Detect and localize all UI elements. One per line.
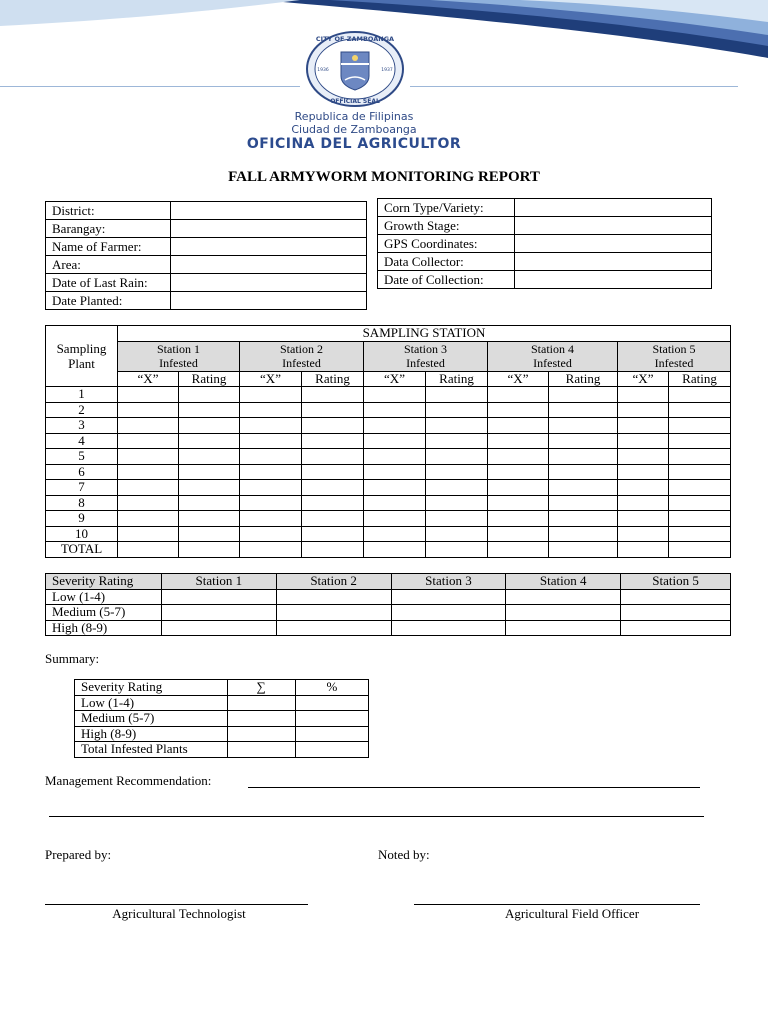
severity-header-station-1: Station 1 <box>161 574 276 590</box>
sampling-cell[interactable] <box>426 511 488 527</box>
farm-info-label: District: <box>46 202 171 220</box>
sampling-cell[interactable] <box>364 542 426 558</box>
severity-cell[interactable] <box>276 620 391 636</box>
table-row <box>46 418 731 434</box>
sampling-cell[interactable] <box>302 402 364 418</box>
sampling-cell[interactable] <box>669 542 731 558</box>
sampling-cell[interactable] <box>302 542 364 558</box>
sampling-cell[interactable] <box>488 542 549 558</box>
sampling-cell[interactable] <box>426 433 488 449</box>
col-rating-header: Rating <box>669 371 731 387</box>
farm-info-value[interactable] <box>171 256 367 274</box>
sampling-plant-number: 4 <box>46 433 118 449</box>
farm-info-row <box>46 202 367 220</box>
station-header-1 <box>118 341 240 371</box>
sampling-cell[interactable] <box>364 480 426 496</box>
farm-info-value[interactable] <box>171 202 367 220</box>
farm-info-row <box>46 220 367 238</box>
summary-row-label: Total Infested Plants <box>75 742 228 758</box>
seal-year-right: 1937 <box>381 68 393 73</box>
summary-sum-cell[interactable] <box>227 695 295 711</box>
station-header-3 <box>364 341 488 371</box>
severity-cell[interactable] <box>506 589 621 605</box>
sampling-cell[interactable] <box>302 480 364 496</box>
farm-info-row <box>46 256 367 274</box>
severity-header-station-4: Station 4 <box>506 574 621 590</box>
sampling-cell[interactable] <box>179 418 240 434</box>
city-text: Ciudad de Zamboanga <box>291 123 417 136</box>
farm-info-value[interactable] <box>171 274 367 292</box>
seal-year-left: 1936 <box>317 68 329 73</box>
sampling-cell[interactable] <box>118 387 179 403</box>
sampling-cell[interactable] <box>488 402 549 418</box>
management-line-1[interactable] <box>248 787 700 788</box>
sampling-cell[interactable] <box>618 526 669 542</box>
farm-info-row <box>46 238 367 256</box>
crop-info-value[interactable] <box>515 199 712 217</box>
table-row <box>75 726 369 742</box>
table-row <box>46 433 731 449</box>
sampling-cell[interactable] <box>240 480 302 496</box>
severity-cell[interactable] <box>161 605 276 621</box>
sampling-cell[interactable] <box>669 402 731 418</box>
sampling-plant-number: 1 <box>46 387 118 403</box>
header-rule-right <box>410 86 738 87</box>
sampling-cell[interactable] <box>364 418 426 434</box>
col-x-header: “X” <box>118 371 179 387</box>
sampling-plant-header <box>46 326 118 387</box>
sampling-cell[interactable] <box>240 433 302 449</box>
severity-cell[interactable] <box>276 605 391 621</box>
management-label: Management Recommendation: <box>45 773 212 788</box>
sampling-cell[interactable] <box>179 387 240 403</box>
sampling-cell[interactable] <box>488 526 549 542</box>
signature-line-left[interactable] <box>45 904 308 905</box>
sampling-cell[interactable] <box>179 542 240 558</box>
sampling-cell[interactable] <box>669 495 731 511</box>
sampling-cell[interactable] <box>179 449 240 465</box>
sampling-cell[interactable] <box>426 418 488 434</box>
sampling-cell[interactable] <box>364 526 426 542</box>
sampling-cell[interactable] <box>302 511 364 527</box>
seal-text-top: CITY OF ZAMBOANGA <box>315 35 395 43</box>
sampling-cell[interactable] <box>179 526 240 542</box>
sampling-cell[interactable] <box>426 480 488 496</box>
table-row <box>46 589 731 605</box>
sampling-plant-number: 5 <box>46 449 118 465</box>
sampling-plant-number: 3 <box>46 418 118 434</box>
noted-by-label: Noted by: <box>378 847 430 862</box>
signature-title-right: Agricultural Field Officer <box>504 906 640 921</box>
sampling-cell[interactable] <box>488 464 549 480</box>
sampling-cell[interactable] <box>302 449 364 465</box>
station-infested-label: Infested <box>533 356 572 370</box>
sampling-cell[interactable] <box>618 387 669 403</box>
station-name: Station 1 <box>156 341 200 356</box>
sampling-cell[interactable] <box>549 542 618 558</box>
sampling-cell[interactable] <box>549 511 618 527</box>
sampling-cell[interactable] <box>118 542 179 558</box>
farm-info-label: Name of Farmer: <box>46 238 171 256</box>
sampling-cell[interactable] <box>118 418 179 434</box>
table-row <box>46 464 731 480</box>
sampling-cell[interactable] <box>426 387 488 403</box>
severity-level-label: High (8-9) <box>46 620 162 636</box>
sampling-cell[interactable] <box>302 526 364 542</box>
sampling-cell[interactable] <box>488 480 549 496</box>
sampling-cell[interactable] <box>618 495 669 511</box>
sampling-cell[interactable] <box>549 449 618 465</box>
sampling-plant-header-line2: Plant <box>68 356 95 371</box>
summary-percent-cell[interactable] <box>295 695 368 711</box>
sampling-cell[interactable] <box>488 449 549 465</box>
sampling-plant-number: 6 <box>46 464 118 480</box>
sampling-cell[interactable] <box>240 511 302 527</box>
sampling-cell[interactable] <box>118 402 179 418</box>
severity-header-station-5: Station 5 <box>621 574 731 590</box>
sampling-plant-number: TOTAL <box>46 542 118 558</box>
severity-cell[interactable] <box>391 589 506 605</box>
sampling-cell[interactable] <box>118 495 179 511</box>
sampling-plant-number: 2 <box>46 402 118 418</box>
sampling-table <box>45 325 731 558</box>
sampling-cell[interactable] <box>179 480 240 496</box>
crop-info-value[interactable] <box>515 271 712 289</box>
station-infested-label: Infested <box>654 356 694 370</box>
sampling-cell[interactable] <box>118 526 179 542</box>
summary-sum-cell[interactable] <box>227 742 295 758</box>
sampling-cell[interactable] <box>669 480 731 496</box>
summary-row-label: Medium (5-7) <box>75 711 228 727</box>
sampling-cell[interactable] <box>549 418 618 434</box>
farm-info-row <box>46 292 367 310</box>
station-name: Station 2 <box>279 341 323 356</box>
sampling-plant-header-line1: Sampling <box>56 341 107 356</box>
sampling-cell[interactable] <box>364 402 426 418</box>
summary-sum-cell[interactable] <box>227 711 295 727</box>
sampling-cell[interactable] <box>179 402 240 418</box>
crop-info-label: Data Collector: <box>378 253 515 271</box>
crop-info-value[interactable] <box>515 235 712 253</box>
sampling-cell[interactable] <box>618 433 669 449</box>
sampling-cell[interactable] <box>302 495 364 511</box>
crop-info-value[interactable] <box>515 253 712 271</box>
severity-cell[interactable] <box>506 605 621 621</box>
sampling-cell[interactable] <box>618 542 669 558</box>
severity-cell[interactable] <box>506 620 621 636</box>
sampling-cell[interactable] <box>240 495 302 511</box>
sampling-plant-number: 9 <box>46 511 118 527</box>
sampling-cell[interactable] <box>302 433 364 449</box>
summary-percent-cell[interactable] <box>295 742 368 758</box>
severity-cell[interactable] <box>621 589 731 605</box>
summary-percent-cell[interactable] <box>295 711 368 727</box>
table-row <box>46 511 731 527</box>
sampling-cell[interactable] <box>426 542 488 558</box>
summary-row-label: High (8-9) <box>75 726 228 742</box>
sampling-cell[interactable] <box>364 433 426 449</box>
severity-header-label: Severity Rating <box>46 574 162 590</box>
table-row <box>75 742 369 758</box>
farm-info-table <box>45 201 367 310</box>
station-infested-label: Infested <box>282 356 321 370</box>
crop-info-row <box>378 235 712 253</box>
sampling-cell[interactable] <box>488 511 549 527</box>
station-header-4 <box>488 341 618 371</box>
severity-cell[interactable] <box>161 620 276 636</box>
severity-table <box>45 573 731 636</box>
crop-info-row <box>378 271 712 289</box>
summary-row-label: Low (1-4) <box>75 695 228 711</box>
sampling-cell[interactable] <box>618 449 669 465</box>
signature-title-left: Agricultural Technologist <box>112 906 246 921</box>
sampling-cell[interactable] <box>488 387 549 403</box>
sampling-cell[interactable] <box>488 433 549 449</box>
sampling-cell[interactable] <box>240 402 302 418</box>
sampling-cell[interactable] <box>618 480 669 496</box>
farm-info-value[interactable] <box>171 238 367 256</box>
col-x-header: “X” <box>618 371 669 387</box>
summary-header-sum: ∑ <box>227 680 295 696</box>
prepared-by-label: Prepared by: <box>45 847 112 862</box>
sampling-cell[interactable] <box>302 387 364 403</box>
farm-info-row <box>46 274 367 292</box>
severity-header-station-3: Station 3 <box>391 574 506 590</box>
summary-label: Summary: <box>45 651 100 666</box>
sampling-cell[interactable] <box>549 464 618 480</box>
sampling-cell[interactable] <box>179 511 240 527</box>
sampling-cell[interactable] <box>549 480 618 496</box>
sampling-cell[interactable] <box>118 511 179 527</box>
sampling-cell[interactable] <box>618 464 669 480</box>
severity-cell[interactable] <box>391 605 506 621</box>
crop-info-row <box>378 217 712 235</box>
sampling-cell[interactable] <box>549 526 618 542</box>
sampling-cell[interactable] <box>118 480 179 496</box>
sampling-plant-number: 8 <box>46 495 118 511</box>
col-x-header: “X” <box>240 371 302 387</box>
sampling-cell[interactable] <box>549 402 618 418</box>
crop-info-table <box>377 198 712 289</box>
farm-info-label: Date Planted: <box>46 292 171 310</box>
severity-cell[interactable] <box>391 620 506 636</box>
sampling-cell[interactable] <box>669 449 731 465</box>
farm-info-label: Date of Last Rain: <box>46 274 171 292</box>
sampling-cell[interactable] <box>669 418 731 434</box>
col-rating-header: Rating <box>549 371 618 387</box>
sampling-cell[interactable] <box>240 464 302 480</box>
sampling-cell[interactable] <box>669 511 731 527</box>
sampling-cell[interactable] <box>240 526 302 542</box>
table-row <box>46 402 731 418</box>
sampling-cell[interactable] <box>302 418 364 434</box>
severity-level-label: Low (1-4) <box>46 589 162 605</box>
crop-info-value[interactable] <box>515 217 712 235</box>
sampling-cell[interactable] <box>240 542 302 558</box>
station-header-2 <box>240 341 364 371</box>
sampling-cell[interactable] <box>364 511 426 527</box>
crop-info-label: Date of Collection: <box>378 271 515 289</box>
col-rating-header: Rating <box>179 371 240 387</box>
sampling-cell[interactable] <box>118 433 179 449</box>
report-title: FALL ARMYWORM MONITORING REPORT <box>228 169 540 185</box>
sampling-cell[interactable] <box>549 387 618 403</box>
sampling-cell[interactable] <box>618 402 669 418</box>
sampling-plant-number: 7 <box>46 480 118 496</box>
sampling-cell[interactable] <box>118 449 179 465</box>
table-row <box>46 526 731 542</box>
station-infested-label: Infested <box>406 356 445 370</box>
sampling-cell[interactable] <box>179 464 240 480</box>
table-row <box>46 480 731 496</box>
sampling-cell[interactable] <box>302 464 364 480</box>
sampling-cell[interactable] <box>618 511 669 527</box>
table-row <box>46 387 731 403</box>
sampling-cell[interactable] <box>240 449 302 465</box>
summary-header-severity: Severity Rating <box>75 680 228 696</box>
table-row <box>75 695 369 711</box>
crop-info-row <box>378 199 712 217</box>
severity-cell[interactable] <box>621 605 731 621</box>
farm-info-label: Barangay: <box>46 220 171 238</box>
station-header-5 <box>618 341 731 371</box>
station-infested-label: Infested <box>159 356 198 370</box>
farm-info-label: Area: <box>46 256 171 274</box>
republic-text: Republica de Filipinas <box>294 110 414 123</box>
sampling-cell[interactable] <box>240 387 302 403</box>
station-name: Station 4 <box>530 341 574 356</box>
sampling-plant-number: 10 <box>46 526 118 542</box>
sampling-cell[interactable] <box>488 495 549 511</box>
sampling-cell[interactable] <box>179 495 240 511</box>
farm-info-value[interactable] <box>171 292 367 310</box>
sampling-cell[interactable] <box>426 495 488 511</box>
sampling-cell[interactable] <box>549 433 618 449</box>
col-rating-header: Rating <box>302 371 364 387</box>
col-x-header: “X” <box>364 371 426 387</box>
station-name: Station 3 <box>403 341 447 356</box>
crop-info-label: GPS Coordinates: <box>378 235 515 253</box>
table-row <box>46 542 731 558</box>
sampling-cell[interactable] <box>364 464 426 480</box>
seal-text-bottom: OFFICIAL SEAL <box>330 98 380 105</box>
management-line-2[interactable] <box>49 816 704 817</box>
crop-info-label: Corn Type/Variety: <box>378 199 515 217</box>
signature-line-right[interactable] <box>414 904 700 905</box>
severity-cell[interactable] <box>621 620 731 636</box>
sampling-cell[interactable] <box>426 402 488 418</box>
station-name: Station 5 <box>652 341 696 356</box>
sampling-cell[interactable] <box>669 387 731 403</box>
severity-cell[interactable] <box>161 589 276 605</box>
sampling-station-header: SAMPLING STATION <box>118 326 731 342</box>
table-row <box>46 620 731 636</box>
col-x-header: “X” <box>488 371 549 387</box>
summary-percent-cell[interactable] <box>295 726 368 742</box>
table-row <box>46 449 731 465</box>
sampling-cell[interactable] <box>426 449 488 465</box>
city-seal-icon <box>305 30 405 108</box>
sampling-cell[interactable] <box>364 387 426 403</box>
col-rating-header: Rating <box>426 371 488 387</box>
sampling-cell[interactable] <box>669 464 731 480</box>
office-text: OFICINA DEL AGRICULTOR <box>246 136 462 152</box>
table-row <box>46 605 731 621</box>
summary-sum-cell[interactable] <box>227 726 295 742</box>
farm-info-value[interactable] <box>171 220 367 238</box>
sampling-cell[interactable] <box>118 464 179 480</box>
sampling-cell[interactable] <box>364 449 426 465</box>
sampling-cell[interactable] <box>179 433 240 449</box>
sampling-cell[interactable] <box>669 526 731 542</box>
sampling-cell[interactable] <box>426 464 488 480</box>
summary-table <box>74 679 369 758</box>
sampling-cell[interactable] <box>549 495 618 511</box>
summary-header-percent: % <box>295 680 368 696</box>
sampling-cell[interactable] <box>426 526 488 542</box>
table-row <box>75 711 369 727</box>
sampling-cell[interactable] <box>669 433 731 449</box>
sampling-cell[interactable] <box>240 418 302 434</box>
severity-level-label: Medium (5-7) <box>46 605 162 621</box>
sampling-cell[interactable] <box>488 418 549 434</box>
crop-info-row <box>378 253 712 271</box>
severity-cell[interactable] <box>276 589 391 605</box>
severity-header-station-2: Station 2 <box>276 574 391 590</box>
sampling-cell[interactable] <box>618 418 669 434</box>
header-rule-left <box>0 86 300 87</box>
table-row <box>46 495 731 511</box>
crop-info-label: Growth Stage: <box>378 217 515 235</box>
sampling-cell[interactable] <box>364 495 426 511</box>
